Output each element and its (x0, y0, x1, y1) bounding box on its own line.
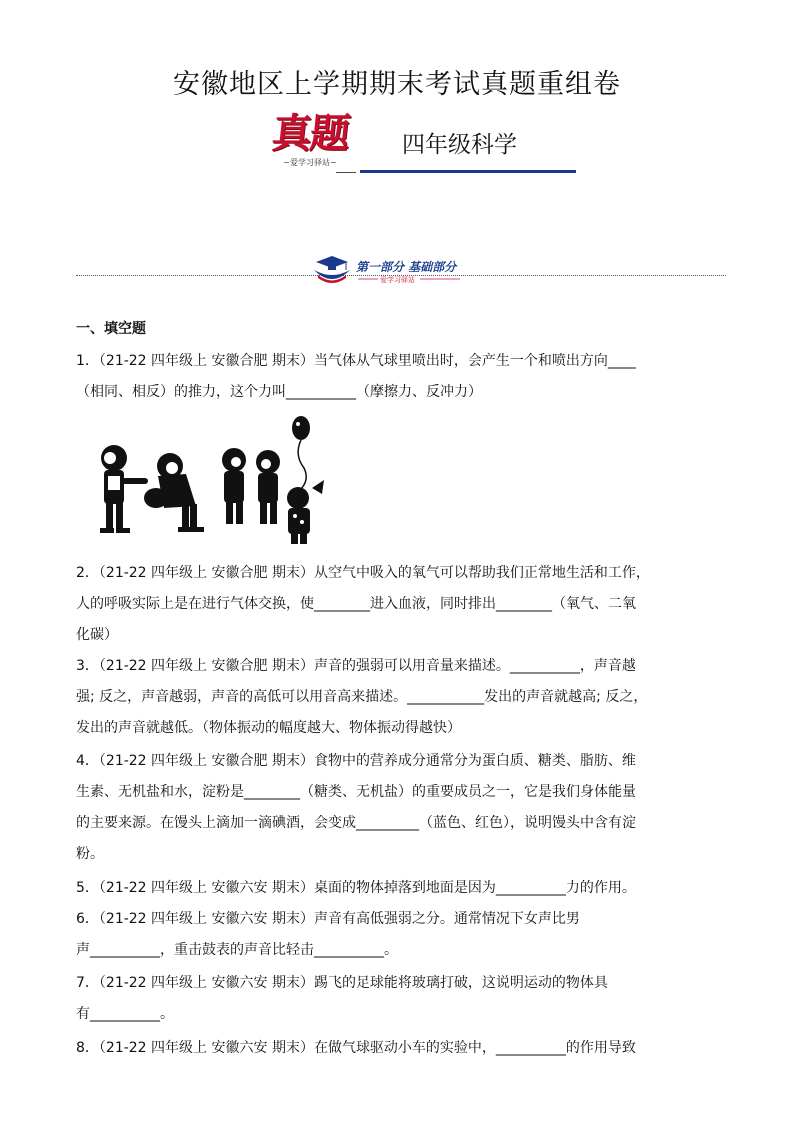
question-1 (76, 346, 724, 408)
subject-underline-left (336, 172, 356, 173)
logo-text: 真题 (269, 110, 351, 157)
question-line: 4．（21-22 四年级上 安徽合肥 期末）食物中的营养成分通常分为蛋白质、糖类、脂肪、维 (76, 753, 636, 769)
question-line: 声__________，重击鼓表的声音比轻击__________。 (76, 942, 398, 958)
question-line: 粉。 (76, 846, 104, 862)
question-line: 3．（21-22 四年级上 安徽合肥 期末）声音的强弱可以用音量来描述。__________，声音越 (76, 658, 636, 674)
question-3 (76, 651, 724, 744)
question-8 (76, 1033, 724, 1064)
question-line: 的主要来源。在馒头上滴加一滴碘酒，会变成_________（蓝色、红色），说明馒头中含有淀 (76, 815, 636, 831)
question-6 (76, 904, 724, 966)
question-2 (76, 558, 724, 651)
subject-title: 四年级科学 (402, 132, 517, 158)
logo-subtext: ~爱学习驿站~ (283, 158, 337, 167)
zhenti-logo (258, 110, 362, 174)
question-line: （相同、相反）的推力，这个力叫__________（摩擦力、反冲力） (76, 384, 482, 400)
question-line: 5．（21-22 四年级上 安徽六安 期末）桌面的物体掉落到地面是因为__________力的作用。 (76, 880, 636, 896)
question-line: 有__________。 (76, 1006, 174, 1022)
section-heading: 一、填空题 (76, 321, 146, 337)
question-line: 6．（21-22 四年级上 安徽六安 期末）声音有高低强弱之分。通常情况下女声比男 (76, 911, 580, 927)
question-4 (76, 746, 724, 870)
question-line: 化碳） (76, 627, 118, 643)
question-5 (76, 873, 724, 904)
question-line: 人的呼吸实际上是在进行气体交换，使________进入血液，同时排出________（氧气、二氧 (76, 596, 636, 612)
part-badge (310, 248, 490, 288)
question-line: 1．（21-22 四年级上 安徽合肥 期末）当气体从气球里喷出时，会产生一个和喷出方向____ (76, 353, 636, 369)
balloon-children-illustration (86, 410, 336, 550)
document-title: 安徽地区上学期期末考试真题重组卷 (173, 69, 621, 100)
question-line: 8．（21-22 四年级上 安徽六安 期末）在做气球驱动小车的实验中，__________的作用导致 (76, 1040, 636, 1056)
question-line: 强; 反之，声音越弱，声音的高低可以用音高来描述。___________发出的声音就越高; 反之， (76, 689, 648, 705)
question-line: 发出的声音就越低。（物体振动的幅度越大、物体振动得越快） (76, 720, 461, 736)
subject-underline (360, 170, 576, 173)
badge-subtitle: 爱学习驿站 (380, 276, 415, 284)
question-line: 2．（21-22 四年级上 安徽合肥 期末）从空气中吸入的氧气可以帮助我们正常地生活和工作， (76, 565, 650, 581)
question-line: 7．（21-22 四年级上 安徽六安 期末）踢飞的足球能将玻璃打破，这说明运动的物体具 (76, 975, 608, 991)
question-7 (76, 968, 724, 1030)
question-line: 生素、无机盐和水，淀粉是________（糖类、无机盐）的重要成员之一，它是我们身体能量 (76, 784, 636, 800)
badge-title: 第一部分 基础部分 (356, 260, 457, 274)
